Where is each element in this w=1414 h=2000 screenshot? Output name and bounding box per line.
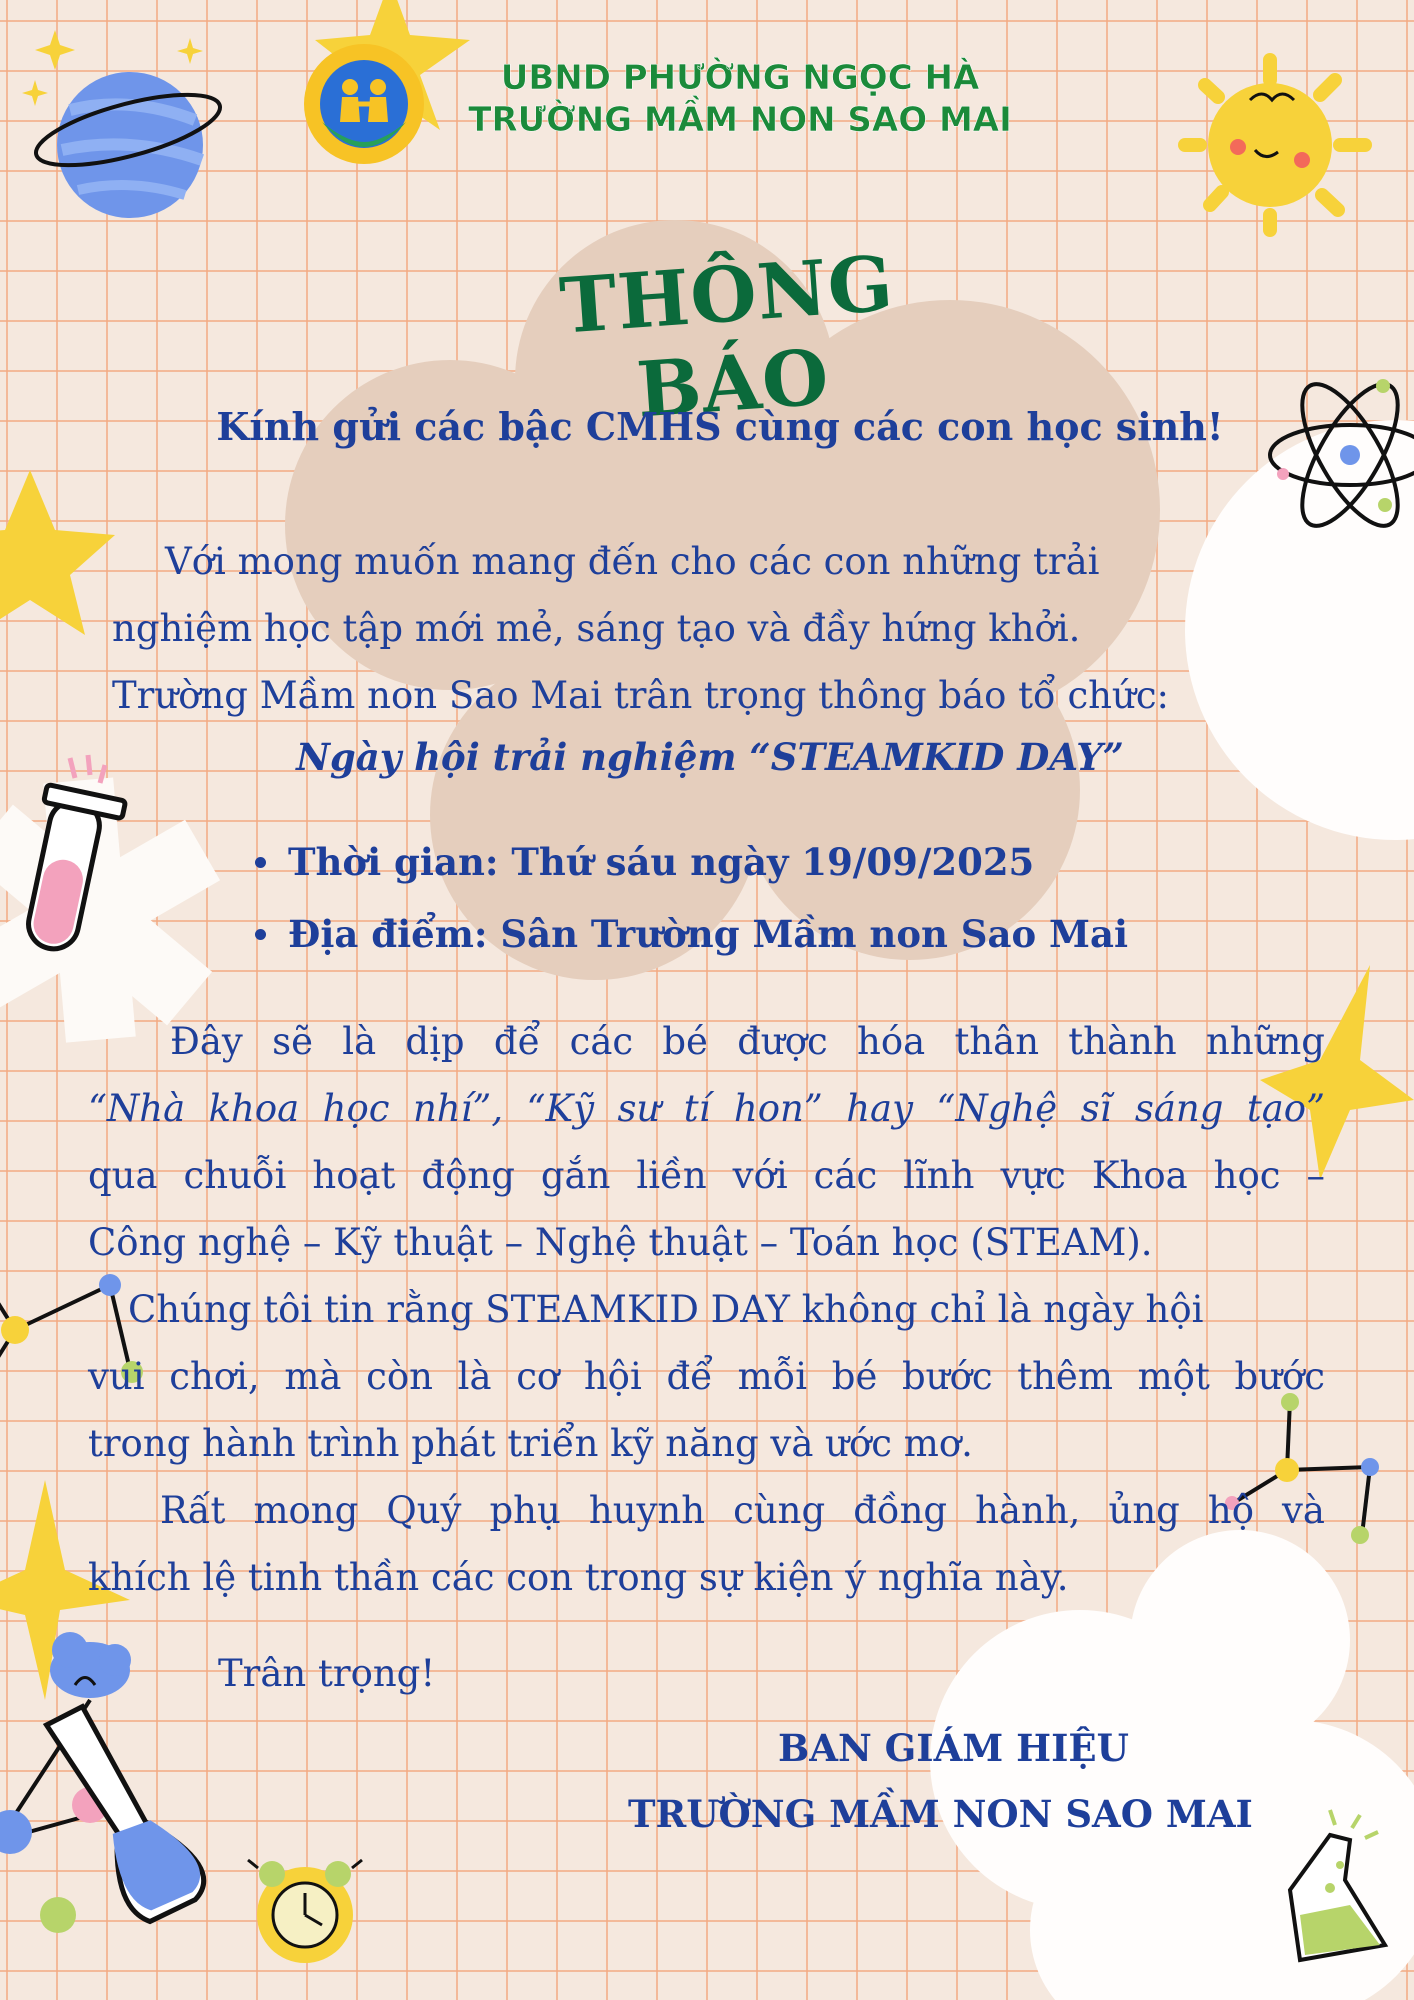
- intro-line-3: Trường Mầm non Sao Mai trân trọng thông báo tổ chức:: [112, 674, 1170, 717]
- body-p1-line-4: Công nghệ – Kỹ thuật – Nghệ thuật – Toán học (STEAM).: [88, 1221, 1153, 1264]
- signature-line-2: TRƯỜNG MẦM NON SAO MAI: [628, 1792, 1253, 1836]
- event-name: Ngày hội trải nghiệm “STEAMKID DAY”: [296, 735, 1124, 779]
- closing: Trân trọng!: [218, 1652, 436, 1695]
- flask-icon: [1290, 1810, 1385, 1960]
- body-p2-line-2: vui chơi, mà còn là cơ hội để mỗi bé bước thêm một bước: [88, 1355, 1325, 1398]
- detail-location-text: Địa điểm: Sân Trường Mầm non Sao Mai: [288, 912, 1129, 956]
- sun-icon: [1185, 60, 1365, 230]
- detail-location: [255, 912, 1128, 956]
- bullet-dot: [255, 929, 266, 940]
- body-p3-line-2: khích lệ tinh thần các con trong sự kiện ý nghĩa này.: [88, 1556, 1069, 1599]
- intro-line-1: Với mong muốn mang đến cho các con những trải: [165, 540, 1100, 583]
- body-p1-line-1: Đây sẽ là dịp để các bé được hóa thân thành những: [170, 1020, 1325, 1063]
- school-logo: [302, 42, 426, 166]
- alarm-clock-icon: [248, 1860, 362, 1963]
- body-p2-line-3: trong hành trình phát triển kỹ năng và ước mơ.: [88, 1422, 973, 1465]
- star-icon: [0, 470, 115, 635]
- planet-icon: [30, 72, 227, 218]
- body-p2-line-1: Chúng tôi tin rằng STEAMKID DAY không chỉ là ngày hội: [128, 1288, 1204, 1331]
- body-p1-line-2: “Nhà khoa học nhí”, “Kỹ sư tí hon” hay “Nghệ sĩ sáng tạo”: [88, 1087, 1325, 1130]
- page-title: [460, 238, 1000, 435]
- intro-line-2: nghiệm học tập mới mẻ, sáng tạo và đầy hứng khởi.: [112, 607, 1081, 650]
- header-line-1: UBND PHƯỜNG NGỌC HÀ: [500, 58, 980, 98]
- body-p1-line-3: qua chuỗi hoạt động gắn liền với các lĩnh vực Khoa học –: [88, 1154, 1325, 1197]
- signature-line-1: BAN GIÁM HIỆU: [778, 1726, 1129, 1770]
- header-line-2: TRƯỜNG MẦM NON SAO MAI: [468, 100, 1012, 140]
- detail-time: [255, 840, 1034, 884]
- bullet-dot: [255, 857, 266, 868]
- detail-time-text: Thời gian: Thứ sáu ngày 19/09/2025: [288, 840, 1035, 884]
- flask-icon: [0, 1632, 212, 1933]
- page-title-text: THÔNG BÁO: [557, 238, 897, 435]
- greeting: Kính gửi các bậc CMHS cùng các con học sinh!: [216, 404, 1224, 449]
- body-p3-line-1: Rất mong Quý phụ huynh cùng đồng hành, ủng hộ và: [160, 1489, 1325, 1532]
